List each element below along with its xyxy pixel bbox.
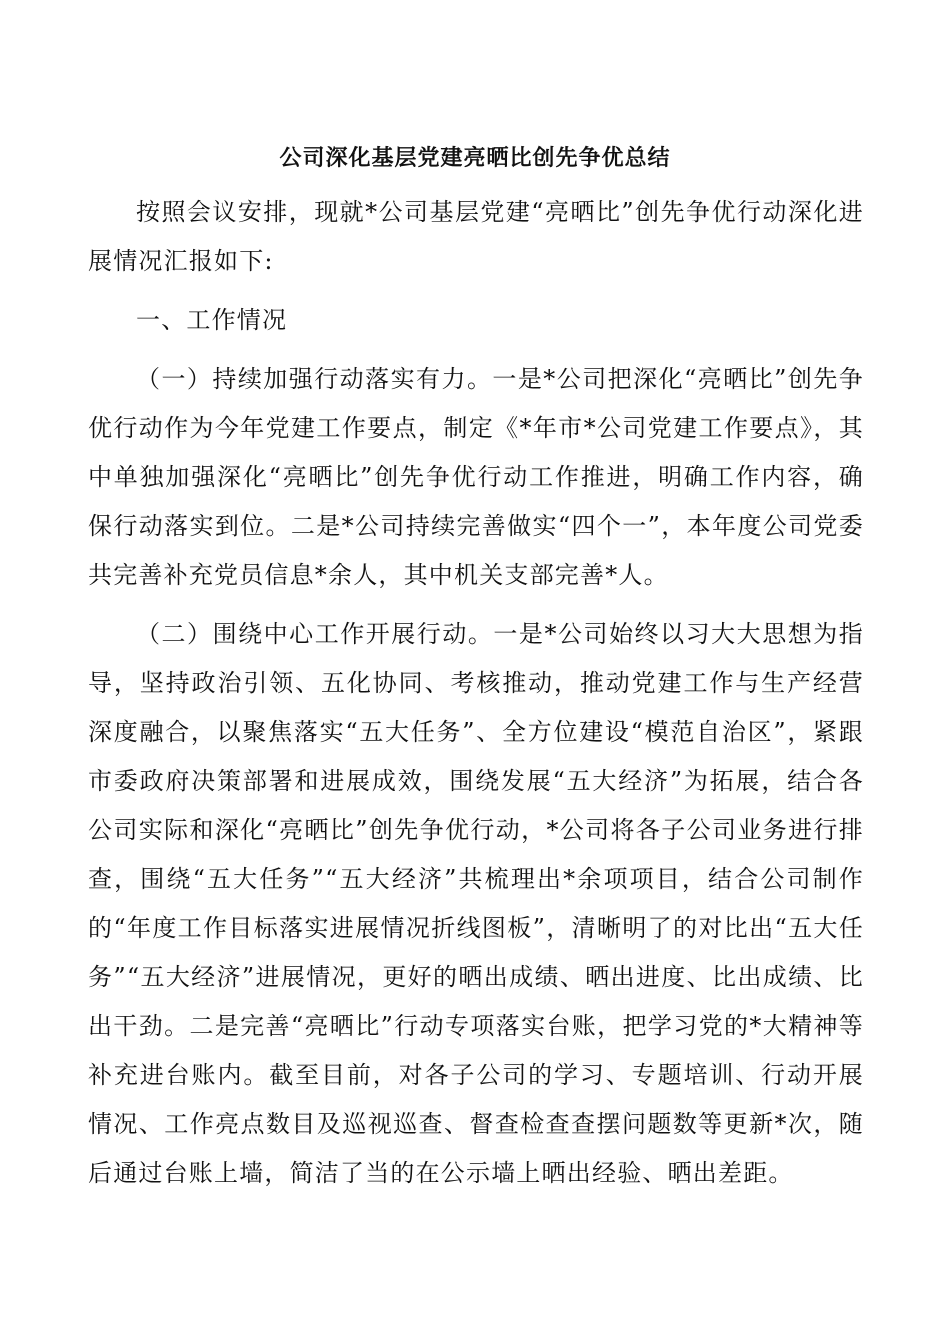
spacer [88, 602, 864, 610]
spacer [88, 288, 864, 296]
intro-paragraph: 按照会议安排，现就*公司基层党建“亮晒比”创先争优行动深化进展情况汇报如下: [88, 198, 864, 275]
document-body [88, 188, 864, 1200]
paragraph-2: （二）围绕中心工作开展行动。一是*公司始终以习大大思想为指导，坚持政治引领、五化协同、考核推动，推动党建工作与生产经营深度融合，以聚焦落实“五大任务”、全方位建设“模范自治区”，紧跟市委政府决策部署和进展成效，围绕发展“五大经济”为拓展，结合各公司实际和深化“亮晒比”创先争优行动，*公司将各子公司业务进行排查，围绕“五大任务”“五大经济”共梳理出*余项项目，结合公司制作的“年度工作目标落实进展情况折线图板”，清晰明了的对比出“五大任务”“五大经济”进展情况，更好的晒出成绩、晒出进度、比出成绩、比出干劲。二是完善“亮晒比”行动专项落实台账，把学习党的*大精神等补充进台账内。截至目前，对各子公司的学习、专题培训、行动开展情况、工作亮点数目及巡视巡查、督查检查查摆问题数等更新*次，随后通过台账上墙，简洁了当的在公示墙上晒出经验、晒出差距。 [88, 620, 864, 1187]
paragraph-1: （一）持续加强行动落实有力。一是*公司把深化“亮晒比”创先争优行动作为今年党建工作要点，制定《*年市*公司党建工作要点》，其中单独加强深化“亮晒比”创先争优行动工作推进，明确工作内容，确保行动落实到位。二是*公司持续完善做实“四个一”，本年度公司党委共完善补充党员信息*余人，其中机关支部完善*人。 [88, 365, 864, 589]
section-heading: 一、工作情况 [136, 306, 288, 334]
document-title: 公司深化基层党建亮晒比创先争优总结 [279, 145, 671, 171]
